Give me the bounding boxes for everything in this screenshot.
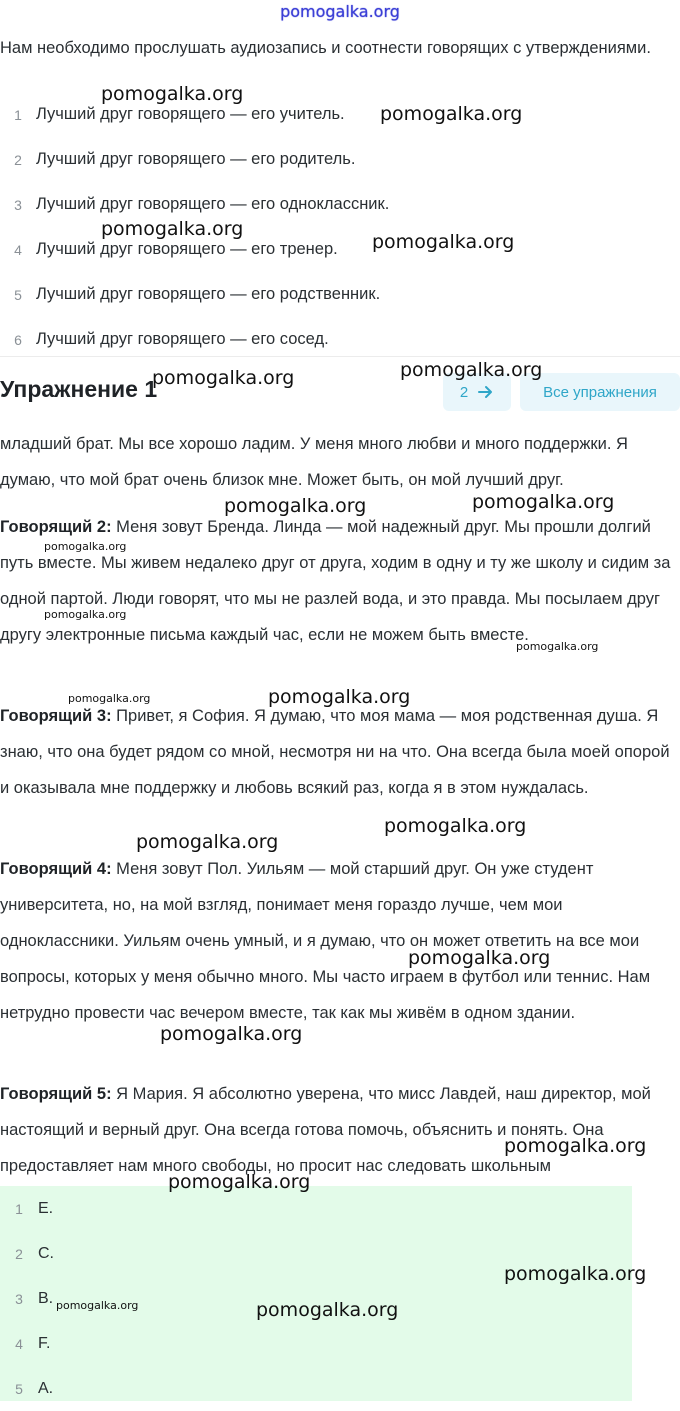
watermark: pomogalka.org [160, 1023, 303, 1045]
item-text: Лучший друг говорящего — его сосед. [36, 330, 329, 348]
list-item [0, 137, 670, 182]
watermark: pomogalka.org [384, 815, 527, 837]
answer-value: F. [38, 1334, 51, 1352]
watermark: pomogalka.org [516, 640, 599, 653]
speaker-text: Я Мария. Я абсолютно уверена, что мисс Лавдей, наш директор, мой настоящий и верный друг. Она всегда готова помочь, объяснить и понять. Она предоставляет нам много свободы, но просит нас следовать школьным [0, 1085, 651, 1175]
item-text: Лучший друг говорящего — его родитель. [36, 150, 356, 168]
speaker-label: Говорящий 5: [0, 1085, 112, 1103]
watermark: pomogalka.org [44, 540, 127, 553]
item-number: 2 [14, 151, 22, 168]
watermark: pomogalka.org [101, 83, 244, 105]
speaker-1-continuation: младший брат. Мы все хорошо ладим. У меня много любви и много поддержки. Я думаю, что мой брат очень близок мне. Может быть, он мой лучший друг. [0, 435, 628, 489]
answer-number: 1 [15, 1200, 23, 1217]
speaker-label: Говорящий 3: [0, 707, 112, 725]
task-intro: Нам необходимо прослушать аудиозапись и соотнести говорящих с утверждениями. [0, 39, 651, 57]
all-exercises-label: Все упражнения [543, 383, 657, 401]
watermark: pomogalka.org [380, 103, 523, 125]
watermark: pomogalka.org [224, 495, 367, 517]
answer-number: 5 [15, 1380, 23, 1397]
section-divider [0, 356, 680, 357]
answer-row [0, 1186, 632, 1231]
watermark: pomogalka.org [56, 1299, 139, 1312]
speaker-3-paragraph [0, 698, 676, 806]
speaker-5-paragraph [0, 1076, 676, 1184]
speaker-text: Привет, я София. Я думаю, что моя мама — моя родственная душа. Я знаю, что она будет рядом со мной, несмотря ни на что. Она всегда была моей опорой и оказывала мне поддержку и любовь всякий раз, когда я в этом нуждалась. [0, 707, 670, 797]
watermark: pomogalka.org [256, 1299, 399, 1321]
item-number: 1 [14, 106, 22, 123]
watermark: pomogalka.org [504, 1135, 647, 1157]
answer-number: 3 [15, 1290, 23, 1307]
answer-number: 2 [15, 1245, 23, 1262]
answer-row [0, 1366, 632, 1411]
item-number: 6 [14, 331, 22, 348]
answer-value: C. [38, 1244, 54, 1262]
item-number: 3 [14, 196, 22, 213]
answers-box [0, 1186, 632, 1401]
list-item [0, 272, 670, 317]
speaker-label: Говорящий 4: [0, 860, 112, 878]
watermark: pomogalka.org [136, 831, 279, 853]
all-exercises-button[interactable] [520, 373, 680, 411]
item-text: Лучший друг говорящего — его тренер. [36, 240, 338, 258]
watermark: pomogalka.org [268, 686, 411, 708]
speaker-text: Меня зовут Бренда. Линда — мой надежный друг. Мы прошли долгий путь вместе. Мы живем недалеко друг от друга, ходим в одну и ту же школу и сидим за одной партой. Люди говорят, что мы не разлей вода, и это правда. Мы посылаем друг другу электронные письма каждый час, если не можем быть вместе. [0, 518, 671, 644]
answer-value: E. [38, 1199, 54, 1217]
watermark: pomogalka.org [168, 1171, 311, 1193]
item-text: Лучший друг говорящего — его одноклассник. [36, 195, 390, 213]
watermark: pomogalka.org [101, 218, 244, 240]
speaker-label: Говорящий 2: [0, 518, 112, 536]
speaker-2-paragraph [0, 509, 676, 653]
watermark: pomogalka.org [408, 947, 551, 969]
next-exercise-label: 2 [459, 383, 469, 401]
item-text: Лучший друг говорящего — его учитель. [36, 105, 345, 123]
item-text: Лучший друг говорящего — его родственник. [36, 285, 381, 303]
watermark: pomogalka.org [152, 367, 295, 389]
watermark: pomogalka.org [504, 1263, 647, 1285]
watermark: pomogalka.org [400, 359, 543, 381]
site-header-logo: pomogalka.org [280, 2, 400, 21]
answer-value: B. [38, 1289, 54, 1307]
answer-row [0, 1321, 632, 1366]
speaker-4-paragraph [0, 851, 676, 1031]
item-number: 5 [14, 286, 22, 303]
watermark: pomogalka.org [372, 231, 515, 253]
watermark: pomogalka.org [68, 692, 151, 705]
arrow-right-icon [478, 385, 494, 399]
item-number: 4 [14, 241, 22, 258]
watermark: pomogalka.org [44, 608, 127, 621]
watermark: pomogalka.org [472, 491, 615, 513]
answer-number: 4 [15, 1335, 23, 1352]
exercise-title: Упражнение 1 [0, 376, 158, 402]
answer-value: A. [38, 1379, 54, 1397]
speaker-text: Меня зовут Пол. Уильям — мой старший друг. Он уже студент университета, но, на мой взгляд, понимает меня гораздо лучше, чем мои одноклассники. Уильям очень умный, и я думаю, что он может ответить на все мои вопросы, которых у меня обычно много. Мы часто играем в футбол или теннис. Нам нетрудно провести час вечером вместе, так как мы живём в одном здании. [0, 860, 651, 1022]
